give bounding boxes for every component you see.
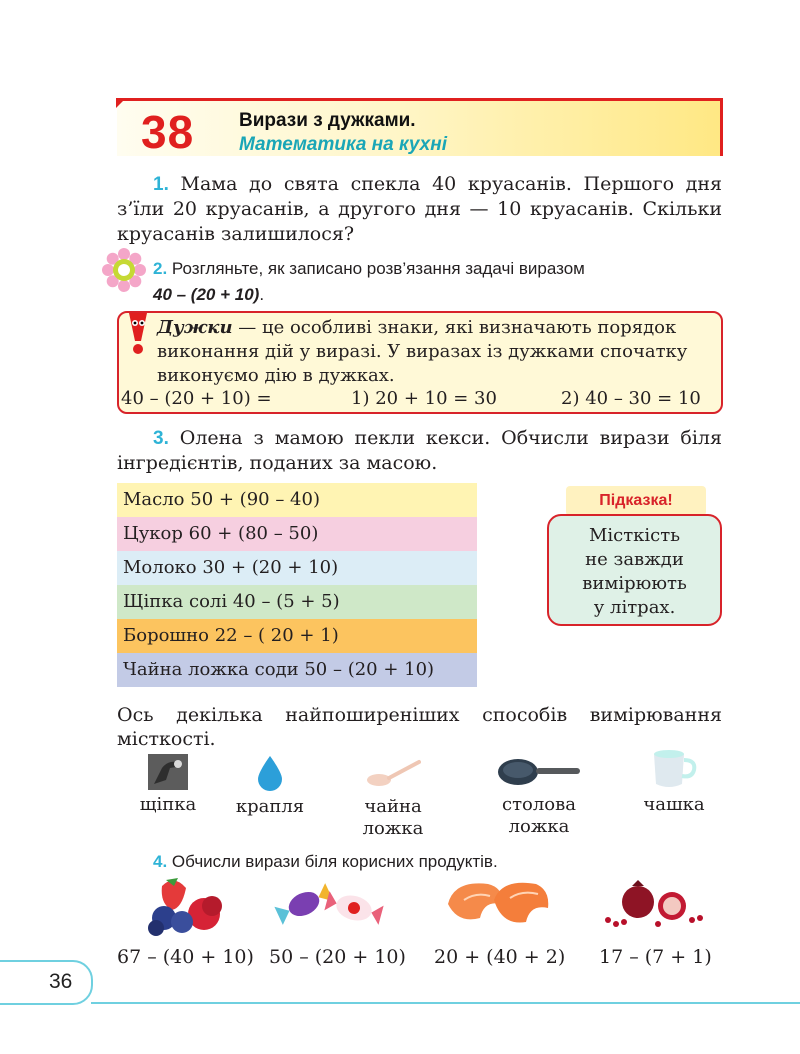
berries-icon xyxy=(142,874,234,936)
product-expression: 17 – (7 + 1) xyxy=(599,946,712,968)
task-3-text: Олена з мамою пекли кекси. Обчисли вирази біля інгредієнтів, поданих за масою. xyxy=(117,427,722,474)
task-3-number: 3. xyxy=(153,428,169,449)
header-corner xyxy=(116,98,126,108)
ingredient-row: Чайна ложка соди 50 – (20 + 10) xyxy=(117,653,477,687)
task-1-text: Мама до свята спекла 40 круасанів. Першого дня з’їли 20 круасанів, а другого дня — 10 круасанів. Скільки круасанів залишилося? xyxy=(117,173,723,245)
rule-text: — це особливі знаки, які визначають порядок виконання дій у виразі. У виразах із дужками спочатку виконуємо дію в дужках. xyxy=(157,317,688,386)
product-expression: 20 + (40 + 2) xyxy=(434,946,566,968)
flower-icon xyxy=(102,248,146,292)
measure-drop xyxy=(230,754,310,818)
candies-icon xyxy=(274,874,386,932)
task-2-expression: 40 – (20 + 10) xyxy=(153,285,260,304)
product-expression: 67 – (40 + 10) xyxy=(117,946,254,968)
measure-label: крапля xyxy=(235,796,305,817)
pomegranate-icon xyxy=(598,878,710,930)
measure-label: столова xyxy=(501,794,576,815)
lesson-title: Вирази з дужками. xyxy=(239,110,416,131)
rule-box xyxy=(117,311,723,414)
drop-icon xyxy=(255,754,285,792)
task-1 xyxy=(117,172,722,247)
hint-line: Місткість xyxy=(588,525,681,546)
hint-line: у літрах. xyxy=(593,597,676,618)
measure-tablespoon xyxy=(494,754,584,838)
rule-example-expression: 40 – (20 + 10) = xyxy=(121,388,272,409)
ingredient-row: Масло 50 + (90 – 40) xyxy=(117,483,477,517)
salmon-icon xyxy=(444,874,552,932)
ingredient-row: Борошно 22 – ( 20 + 1) xyxy=(117,619,477,653)
ingredient-row: Щіпка солі 40 – (5 + 5) xyxy=(117,585,477,619)
ingredient-row: Молоко 30 + (20 + 10) xyxy=(117,551,477,585)
measure-cup xyxy=(632,748,716,816)
measure-label: щіпка xyxy=(139,794,197,815)
page-number: 36 xyxy=(49,970,73,993)
tablespoon-icon xyxy=(496,754,582,790)
ingredient-row: Цукор 60 + (80 – 50) xyxy=(117,517,477,551)
measure-label: чашка xyxy=(643,794,705,815)
rule-example-step-2: 2) 40 – 30 = 10 xyxy=(561,388,701,409)
task-1-number: 1. xyxy=(153,174,169,195)
task-2 xyxy=(153,256,723,308)
hint-line: вимірюють xyxy=(582,573,687,594)
exclamation-icon xyxy=(123,311,153,357)
hint-box xyxy=(547,514,722,626)
measure-label: чайна xyxy=(364,796,422,817)
lesson-number: 38 xyxy=(141,106,195,158)
page-number-tab xyxy=(0,960,93,1005)
task-3 xyxy=(117,426,722,476)
bottom-rule xyxy=(91,1002,800,1004)
hint-label: Підказка! xyxy=(566,486,706,516)
task-4-number: 4. xyxy=(153,852,168,871)
measure-label: ложка xyxy=(362,818,424,839)
lesson-subtitle: Математика на кухні xyxy=(239,134,447,155)
product-expression: 50 – (20 + 10) xyxy=(269,946,406,968)
task-2-text: Розгляньте, як записано розв’язання задачі виразом xyxy=(171,259,585,278)
lesson-header xyxy=(117,98,723,156)
cup-icon xyxy=(650,748,698,790)
measure-teaspoon xyxy=(350,756,436,840)
task-2-number: 2. xyxy=(153,259,168,278)
task-4 xyxy=(153,852,498,872)
rule-lead: Дужки xyxy=(157,317,233,338)
pinch-icon xyxy=(148,754,188,790)
measure-pinch xyxy=(130,754,206,816)
ingredient-list xyxy=(117,483,477,687)
task-4-text: Обчисли вирази біля корисних продуктів. xyxy=(171,852,498,871)
measure-label: ложка xyxy=(508,816,570,837)
task-2-end: . xyxy=(259,285,265,304)
teaspoon-icon xyxy=(365,756,421,790)
hint-line: не завжди xyxy=(585,549,684,570)
rule-example xyxy=(121,387,717,411)
measure-intro: Ось декілька найпоширеніших способів вимірювання місткості. xyxy=(117,704,722,750)
rule-example-step-1: 1) 20 + 10 = 30 xyxy=(351,388,497,409)
